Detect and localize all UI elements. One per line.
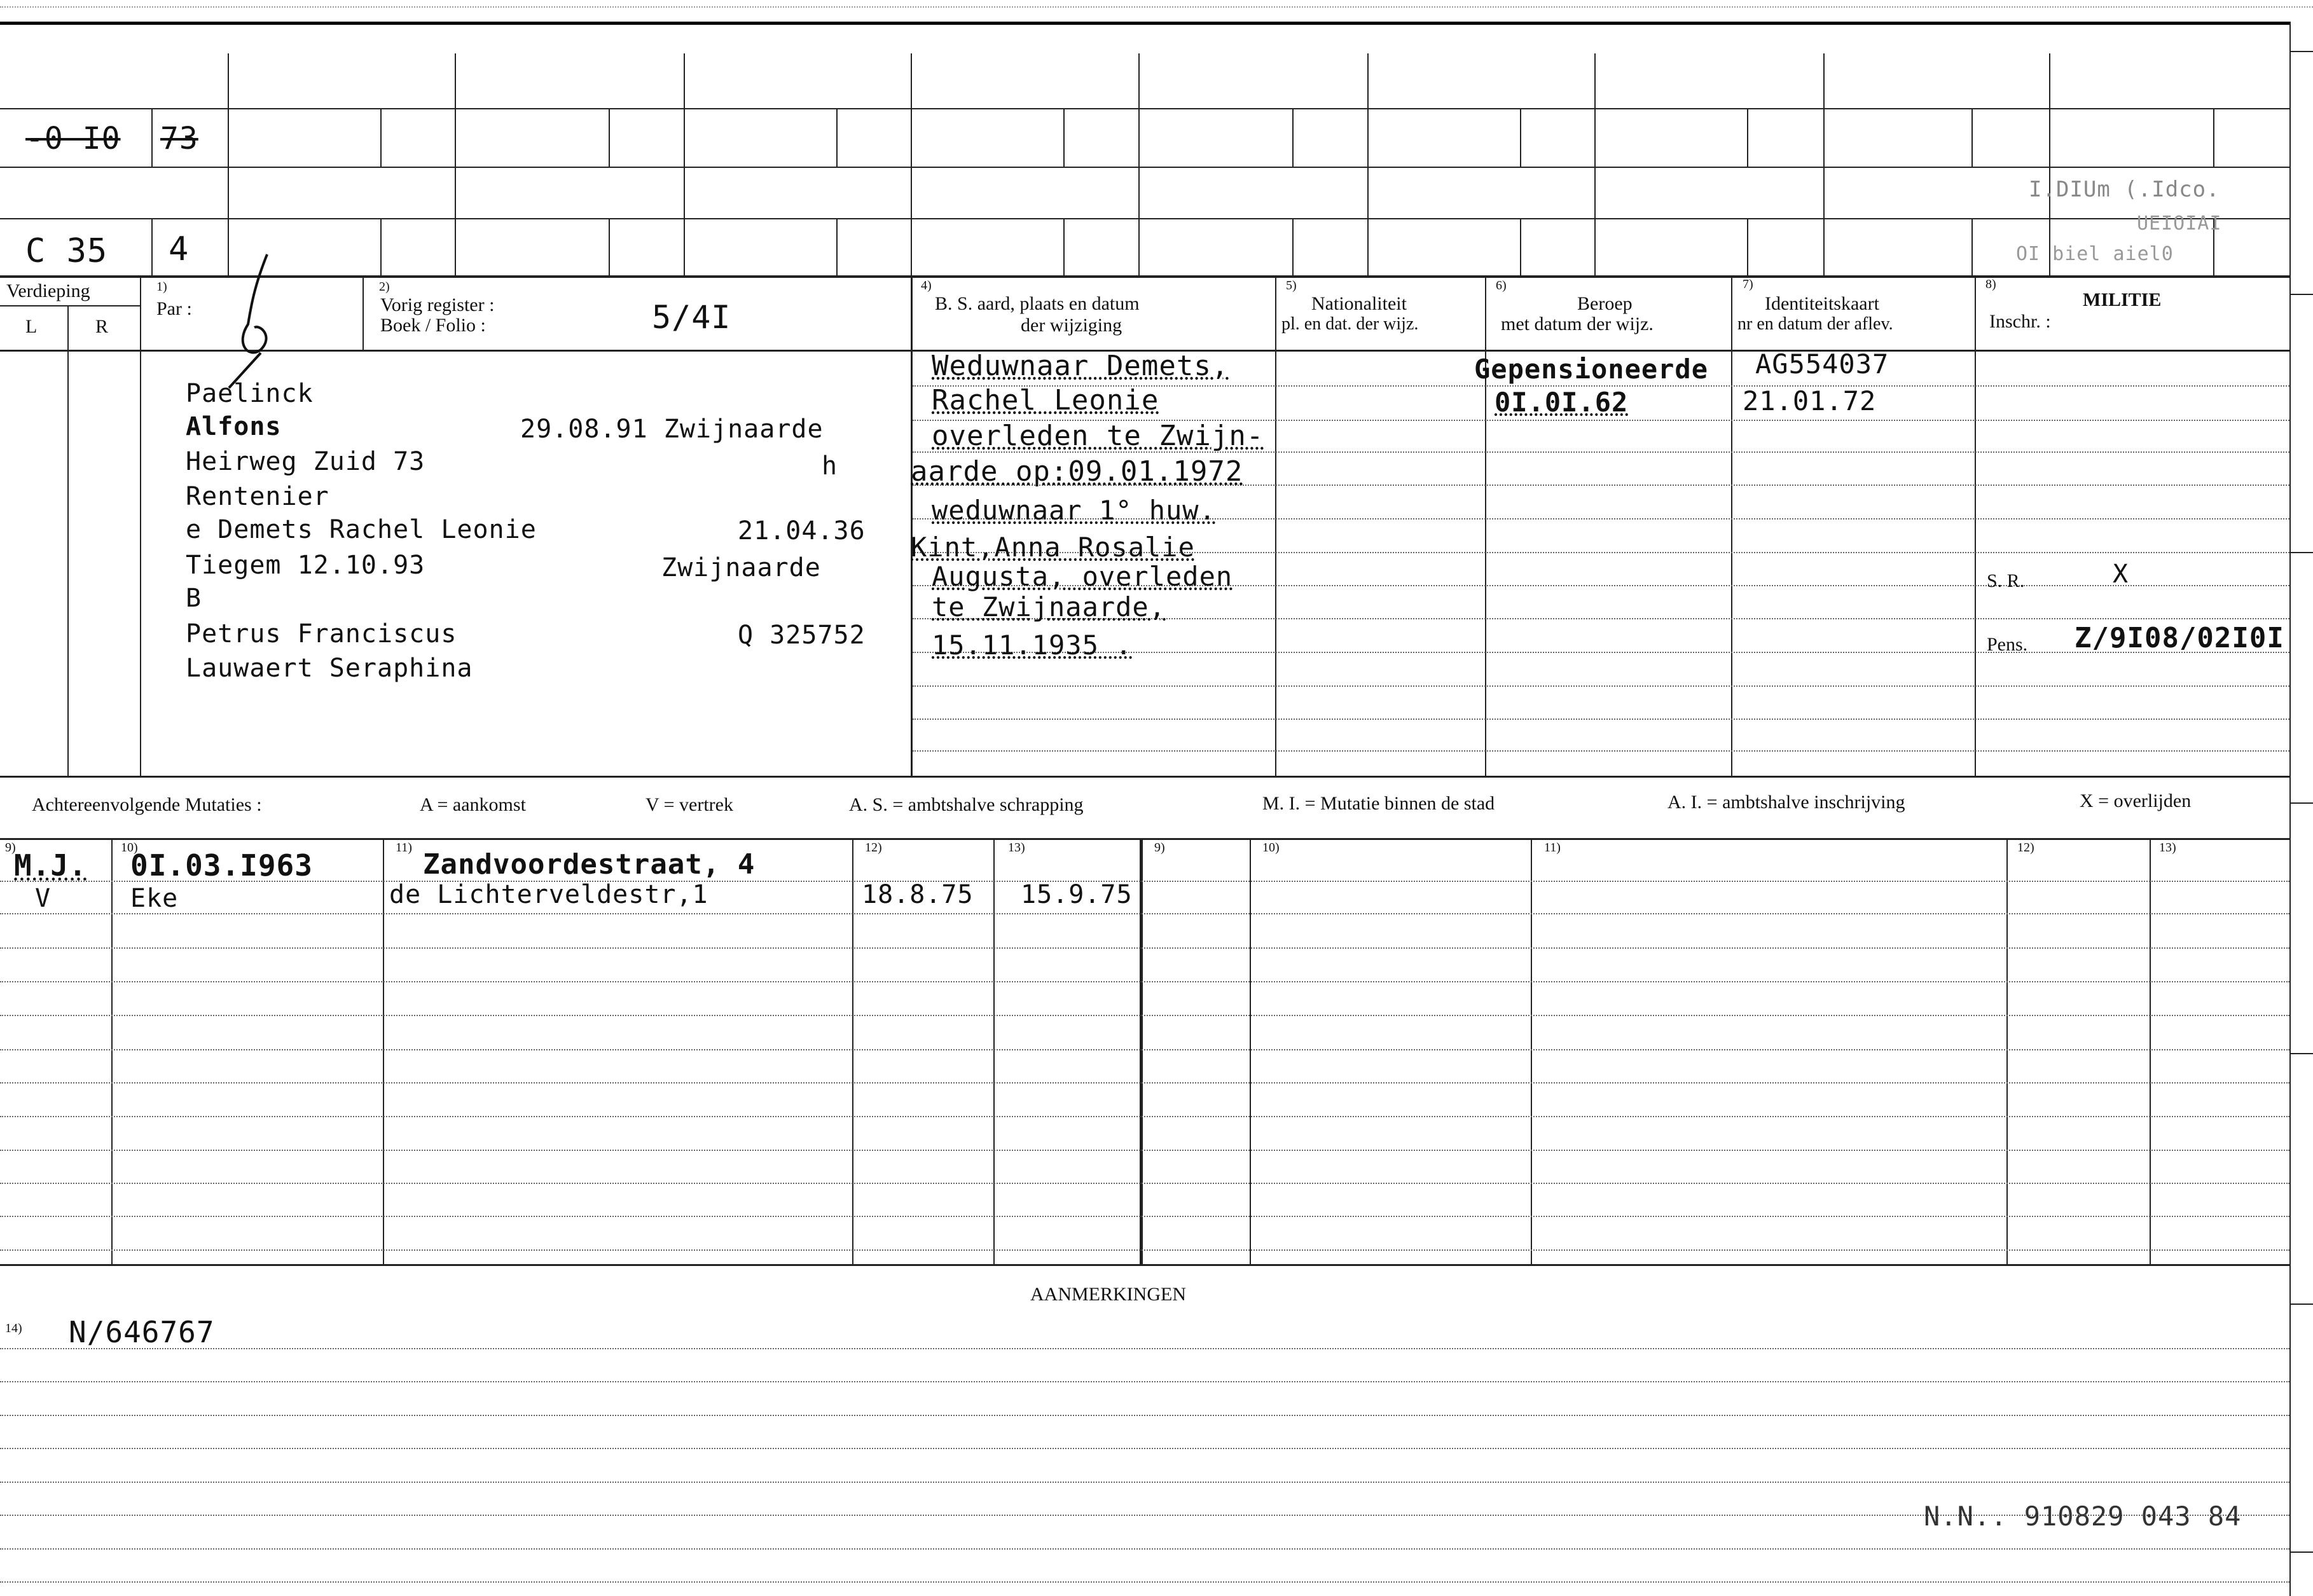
- person-spouse: e Demets Rachel Leonie: [186, 515, 537, 544]
- id-number: 7): [1743, 277, 1753, 291]
- beroep-number: 6): [1496, 279, 1507, 292]
- id-date-value: 21.01.72: [1743, 385, 1877, 416]
- par-label: Par :: [156, 298, 192, 319]
- struck-number: 73: [160, 121, 198, 156]
- bs-entry: te Zwijnaarde,: [932, 591, 1166, 623]
- mut-col-11: 11): [396, 841, 412, 855]
- militie-number: 8): [1985, 277, 1996, 291]
- mut-col-9: 9): [5, 841, 16, 855]
- mutation-type: M.J.: [14, 848, 87, 883]
- mut-col-12: 12): [865, 841, 882, 855]
- boek-folio-label: Boek / Folio :: [380, 315, 486, 336]
- id-number-value: AG554037: [1755, 348, 1889, 380]
- bs-number: 4): [921, 279, 932, 292]
- mut-col-10b: 10): [1262, 841, 1280, 855]
- bs-entry: Weduwnaar Demets,: [932, 350, 1229, 382]
- person-spouse-birth: Tiegem 12.10.93: [186, 551, 425, 580]
- mutation-address: de Lichterveldestr,1: [389, 880, 708, 909]
- beroep-header-line2: met datum der wijz.: [1501, 313, 1654, 334]
- bs-entry: 15.11.1935 .: [932, 629, 1133, 661]
- id-header-line2: nr en datum der aflev.: [1737, 314, 1893, 334]
- aanmerkingen-number: 14): [5, 1321, 22, 1335]
- beroep-header-line1: Beroep: [1577, 293, 1633, 314]
- faint-text-2: UEIOIAI: [2137, 212, 2222, 235]
- mut-col-9b: 9): [1154, 841, 1165, 855]
- card-code-number: 4: [169, 230, 190, 268]
- verdieping-r-label: R: [95, 316, 109, 337]
- boek-folio-value: 5/4I: [652, 299, 731, 336]
- par-handwritten-mark: [223, 248, 318, 394]
- bs-entry: aarde op:09.01.1972: [911, 455, 1243, 488]
- faint-text-1: I.DIUm (.Idco.: [2029, 177, 2220, 202]
- aanmerkingen-title: AANMERKINGEN: [1030, 1284, 1186, 1305]
- mut-col-12b: 12): [2017, 841, 2034, 855]
- mutation-date-12: 18.8.75: [862, 880, 974, 909]
- faint-text-3: OI biel aiel0: [2016, 243, 2174, 265]
- bs-header-line1: B. S. aard, plaats en datum: [935, 293, 1140, 314]
- vorig-number: 2): [379, 280, 390, 294]
- person-birth: 29.08.91 Zwijnaarde: [520, 415, 824, 444]
- sr-label: S. R.: [1987, 570, 2025, 591]
- legend-overlijden: X = overlijden: [2080, 790, 2192, 811]
- mutation-type: V: [35, 884, 52, 913]
- legend-vertrek: V = vertrek: [646, 794, 733, 815]
- person-mother: Lauwaert Seraphina: [186, 654, 473, 683]
- inschr-label: Inschr. :: [1989, 311, 2051, 332]
- mutation-date-13: 15.9.75: [1021, 880, 1133, 909]
- pens-label: Pens.: [1987, 634, 2028, 655]
- pens-value: Z/9I08/02I0I: [2075, 622, 2284, 654]
- aanmerkingen-value: N/646767: [69, 1315, 215, 1349]
- verdieping-label: Verdieping: [6, 280, 90, 301]
- militie-label: MILITIE: [2083, 289, 2162, 310]
- legend-ambtshalve-inschrijving: A. I. = ambtshalve inschrijving: [1667, 792, 1905, 813]
- mutation-place: Eke: [130, 884, 179, 913]
- id-header-line1: Identiteitskaart: [1765, 293, 1879, 314]
- bs-entry: Kint,Anna Rosalie: [911, 532, 1195, 563]
- person-surname: Paelinck: [186, 379, 314, 408]
- mut-col-13: 13): [1008, 841, 1025, 855]
- legend-mutatie-binnen-stad: M. I. = Mutatie binnen de stad: [1262, 793, 1495, 814]
- mutation-date: 0I.03.I963: [130, 848, 313, 883]
- verdieping-l-label: L: [25, 316, 38, 337]
- person-spouse-place: Zwijnaarde: [661, 553, 821, 582]
- person-father-code: Q 325752: [738, 621, 866, 650]
- person-spouse-date: 21.04.36: [738, 516, 866, 546]
- legend-aankomst: A = aankomst: [420, 794, 526, 815]
- beroep-date: 0I.0I.62: [1495, 387, 1629, 418]
- person-father: Petrus Franciscus: [186, 619, 457, 649]
- nat-number: 5): [1286, 279, 1297, 292]
- beroep-value: Gepensioneerde: [1474, 354, 1709, 385]
- legend-title: Achtereenvolgende Mutaties :: [32, 794, 262, 815]
- footer-code: N.N.. 910829 043 84: [1924, 1501, 2242, 1532]
- bs-entry: Augusta, overleden: [932, 561, 1233, 592]
- sr-value: X: [2113, 560, 2129, 589]
- mutation-address: Zandvoordestraat, 4: [423, 848, 756, 881]
- person-occupation: Rentenier: [186, 482, 329, 511]
- bs-header-line2: der wijziging: [1021, 315, 1122, 336]
- struck-code: -0 I0: [25, 121, 121, 156]
- legend-ambtshalve-schrapping: A. S. = ambtshalve schrapping: [849, 794, 1084, 815]
- person-firstname: Alfons: [186, 412, 282, 441]
- person-address: Heirweg Zuid 73: [186, 447, 425, 476]
- vorig-register-label: Vorig register :: [380, 294, 495, 315]
- bs-entry: weduwnaar 1° huw.: [932, 495, 1216, 526]
- person-b: B: [186, 584, 202, 613]
- person-h: h: [822, 451, 838, 481]
- mut-col-10: 10): [121, 841, 138, 855]
- bs-entry: Rachel Leonie: [932, 384, 1159, 416]
- mut-col-13b: 13): [2159, 841, 2176, 855]
- mut-col-11b: 11): [1544, 841, 1561, 855]
- nat-header-line1: Nationaliteit: [1311, 293, 1407, 314]
- nat-header-line2: pl. en dat. der wijz.: [1281, 314, 1419, 334]
- bs-entry: overleden te Zwijn-: [932, 420, 1264, 452]
- par-number: 1): [156, 280, 167, 294]
- card-code: C 35: [25, 232, 108, 270]
